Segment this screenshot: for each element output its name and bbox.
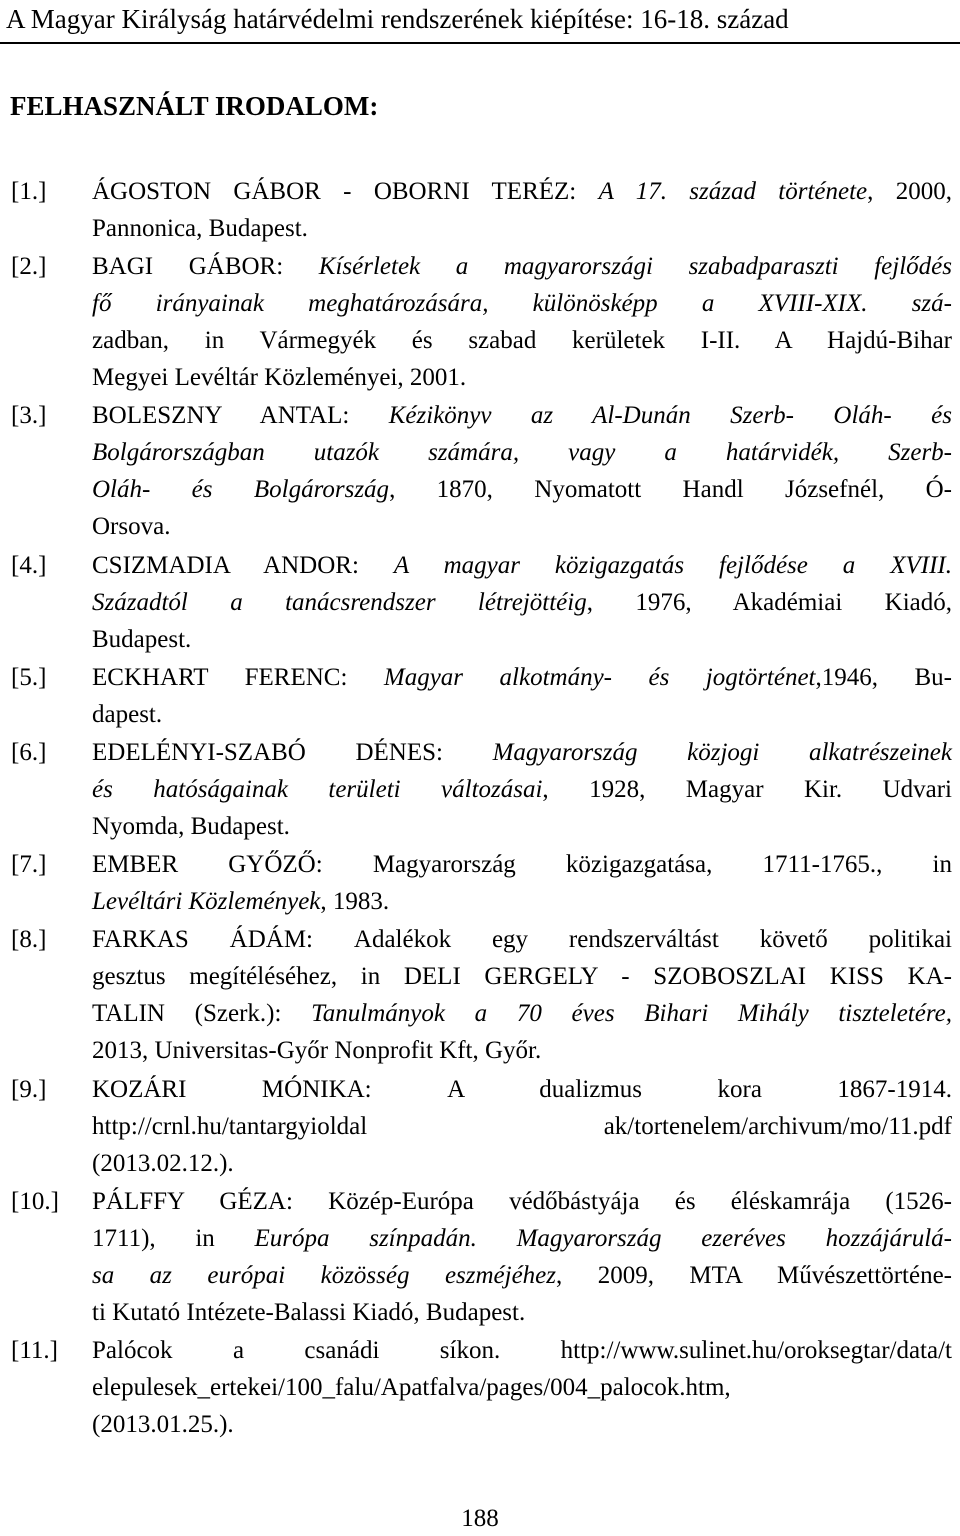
reference-line xyxy=(92,1369,952,1406)
text-run: Orsova. xyxy=(92,513,171,541)
reference-line xyxy=(92,734,952,771)
reference-number: [8.] xyxy=(11,926,47,953)
italic-text: Kézikönyv az Al-Dunán Szerb- Oláh- és xyxy=(388,402,952,430)
text-run: Budapest. xyxy=(92,626,192,653)
reference-text xyxy=(92,1332,952,1443)
reference-line xyxy=(92,1183,952,1220)
reference-number: [1.] xyxy=(11,178,47,205)
reference-number: [7.] xyxy=(11,851,47,879)
reference-number: [10.] xyxy=(11,1187,59,1215)
text-run: (Szerk.): xyxy=(164,1000,312,1027)
reference-line xyxy=(92,958,952,995)
text-run: Pannonica, Budapest. xyxy=(92,215,308,242)
running-header-title: A Magyar Királyság határvédelmi rendszerének kiépítése: 16-18. század xyxy=(6,4,789,34)
author-name: PÁLFFY GÉZA: xyxy=(92,1187,329,1215)
reference-text xyxy=(92,397,952,545)
reference-line xyxy=(92,921,952,958)
reference-line xyxy=(92,1071,952,1108)
italic-text: és hatóságainak területi változásai xyxy=(92,776,543,803)
text-run: elepulesek_ertekei/100_falu/Apatfalva/pages/004_palocok.htm, xyxy=(92,1374,731,1402)
reference-number: [11.] xyxy=(11,1337,58,1365)
reference-line xyxy=(92,173,952,210)
text-run: 2013, Universitas-Győr Nonprofit Kft, Győr. xyxy=(92,1037,542,1064)
italic-text: Európa színpadán. Magyarország ezeréves hozzájárulá- xyxy=(254,1224,952,1252)
text-run: , 2000, xyxy=(867,178,952,205)
text-run: ti Kutató Intézete-Balassi Kiadó, Budapest. xyxy=(92,1298,526,1326)
reference-line xyxy=(92,434,952,471)
reference-text xyxy=(92,734,952,845)
reference-number: [2.] xyxy=(11,252,47,280)
text-run: , 1928, Magyar Kir. Udvari xyxy=(542,776,952,803)
italic-text: sa az európai közösség eszméjéhez xyxy=(92,1261,557,1289)
reference-text xyxy=(92,173,952,247)
text-run: ,1946, Bu- xyxy=(815,664,953,692)
reference-line xyxy=(92,1332,952,1369)
reference-line xyxy=(92,995,952,1032)
text-run: Palócok a csanádi síkon. http://www.sulinet.hu/oroksegtar/data/t xyxy=(92,1337,952,1365)
reference-line xyxy=(92,322,952,359)
text-run: (2013.01.25.). xyxy=(92,1411,234,1439)
reference-line xyxy=(92,359,952,396)
reference-line xyxy=(92,1220,952,1257)
section-title: FELHASZNÁLT IRODALOM: xyxy=(10,91,379,121)
italic-text: fő irányainak meghatározására, különösképp a XVIII-XIX. szá- xyxy=(92,289,952,317)
author-name: DELI GERGELY - SZOBOSZLAI KISS KA- xyxy=(403,963,953,990)
reference-text xyxy=(92,1183,952,1331)
text-run: , 1870, Nyomatott Handl Józsefnél, Ó- xyxy=(389,476,952,504)
reference-line xyxy=(92,210,952,247)
reference-line xyxy=(92,621,952,658)
reference-number: [5.] xyxy=(11,664,47,692)
author-name: FARKAS ÁDÁM: xyxy=(92,926,354,953)
italic-text: Magyar alkotmány- és jogtörténet xyxy=(383,664,816,692)
text-run: zadban, in Vármegyék és szabad kerületek I-II. A Hajdú-Bihar xyxy=(92,326,952,354)
author-name: TALIN xyxy=(92,1000,165,1027)
text-run: , 1976, Akadémiai Kiadó, xyxy=(586,589,952,616)
italic-text: Századtól a tanácsrendszer létrejöttéig xyxy=(92,589,587,616)
page-number: 188 xyxy=(461,1505,499,1532)
running-header xyxy=(0,0,960,44)
italic-text: Bolgárországban utazók számára, vagy a határvidék, Szerb- xyxy=(92,439,952,467)
text-run: Közép-Európa védőbástyája és éléskamrája (1526- xyxy=(328,1187,952,1215)
text-run: Nyomda, Budapest. xyxy=(92,813,290,840)
italic-text: Magyarország közjogi alkatrészeinek xyxy=(492,739,952,766)
reference-line xyxy=(92,1406,952,1443)
text-run: http://crnl.hu/tantargyioldal ak/tortenelem/archivum/mo/11.pdf xyxy=(92,1112,952,1140)
text-run: (2013.02.12.). xyxy=(92,1149,234,1177)
text-run: dapest. xyxy=(92,701,163,729)
text-run: 1711), in xyxy=(92,1224,255,1252)
reference-line xyxy=(92,1257,952,1294)
reference-line xyxy=(92,771,952,808)
reference-number: [3.] xyxy=(11,402,47,430)
reference-line xyxy=(92,883,952,920)
reference-line xyxy=(92,659,952,696)
reference-line xyxy=(92,547,952,584)
text-run: , 2009, MTA Művészettörténe- xyxy=(556,1261,952,1289)
text-run: A dualizmus kora 1867-1914. xyxy=(447,1075,952,1103)
italic-text: Tanulmányok a 70 éves Bihari Mihály tiszteletére, xyxy=(311,1000,952,1027)
reference-number: [4.] xyxy=(11,552,47,579)
author-name: ECKHART FERENC: xyxy=(92,664,384,692)
text-run: Adalékok egy rendszerváltást követő politikai xyxy=(353,926,952,953)
reference-line xyxy=(92,248,952,285)
text-run: Magyarország közigazgatása, 1711-1765., in xyxy=(372,851,952,879)
reference-line xyxy=(92,285,952,322)
text-run: gesztus megítéléséhez, in xyxy=(92,963,404,990)
reference-text xyxy=(92,846,952,920)
reference-line xyxy=(92,808,952,845)
author-name: BAGI GÁBOR: xyxy=(92,252,319,280)
italic-text: Levéltári Közlemények xyxy=(92,888,321,916)
italic-text: A magyar közigazgatás fejlődése a XVIII. xyxy=(393,552,952,579)
reference-line xyxy=(92,584,952,621)
reference-line xyxy=(92,471,952,508)
reference-line xyxy=(92,1032,952,1069)
italic-text: A 17. század története xyxy=(598,178,868,205)
author-name: KOZÁRI MÓNIKA: xyxy=(92,1075,448,1103)
author-name: CSIZMADIA ANDOR: xyxy=(92,552,394,579)
reference-line xyxy=(92,508,952,545)
italic-text: Kísérletek a magyarországi szabadparaszti fejlődés xyxy=(318,252,952,280)
reference-text xyxy=(92,659,952,733)
reference-line xyxy=(92,696,952,733)
author-name: EMBER GYŐZŐ: xyxy=(92,851,373,879)
reference-line xyxy=(92,1108,952,1145)
reference-line xyxy=(92,1145,952,1182)
reference-line xyxy=(92,1294,952,1331)
reference-line xyxy=(92,846,952,883)
author-name: EDELÉNYI-SZABÓ DÉNES: xyxy=(92,739,493,766)
reference-number: [6.] xyxy=(11,739,47,766)
reference-number: [9.] xyxy=(11,1075,47,1103)
author-name: BOLESZNY ANTAL: xyxy=(92,402,389,430)
reference-text xyxy=(92,1071,952,1182)
italic-text: Oláh- és Bolgárország xyxy=(92,476,390,504)
reference-text xyxy=(92,248,952,396)
reference-line xyxy=(92,397,952,434)
reference-text xyxy=(92,921,952,1069)
text-run: Megyei Levéltár Közleményei, 2001. xyxy=(92,363,467,391)
text-run: , 1983. xyxy=(320,888,390,916)
author-name: ÁGOSTON GÁBOR - OBORNI TERÉZ: xyxy=(92,178,599,205)
reference-text xyxy=(92,547,952,658)
